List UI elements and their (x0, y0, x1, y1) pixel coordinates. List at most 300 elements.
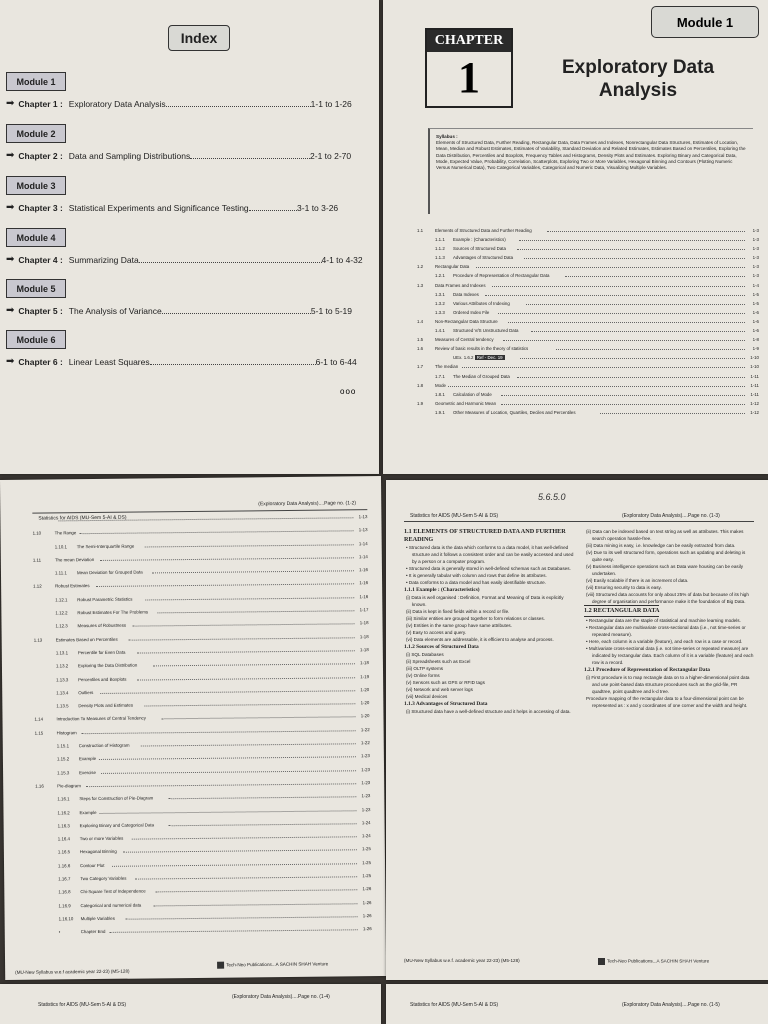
page-header-right: (Exploratory Data Analysis)....Page no. (1-5) (622, 1002, 720, 1008)
bullet-item: • Rectangular data are the staple of statistical and machine learning models. (586, 618, 741, 623)
list-item: (v) Easy to access and query. (406, 630, 467, 635)
chapter-number-label: Chapter 2 : (18, 150, 63, 161)
arrow-icon: ➡ (6, 150, 15, 161)
arrow-icon: ➡ (6, 305, 15, 316)
chapter-box (425, 28, 513, 108)
arrow-icon: ➡ (6, 254, 15, 265)
highlight-badge: Ref - Dec. 19 (476, 355, 503, 361)
dot-leader (476, 267, 745, 268)
toc-title: Other Measures of Location, Quartiles, Deciles and Percentiles (453, 409, 576, 415)
toc-page: 1-6 (752, 328, 759, 334)
toc-page: 1-14 (358, 554, 368, 560)
toc-number: 1.15.3 (57, 769, 70, 776)
toc-page: 1-24 (361, 833, 371, 839)
toc-row (417, 301, 759, 310)
toc-title: Chi-Square Test of Independence (80, 888, 146, 895)
toc-number: 1.13.1 (55, 650, 69, 656)
dot-leader (519, 240, 745, 241)
bullet-item: • Data conforms to a data model and has easily identifiable structure. (406, 580, 547, 585)
dot-leader (110, 929, 358, 933)
page-range: 4-1 to 4-32 (321, 254, 363, 265)
toc-number: 1.12.1 (55, 597, 68, 603)
toc-row (417, 319, 759, 328)
toc-number: 1.1.3 (435, 255, 445, 261)
toc-title: Contour Plot (80, 862, 105, 868)
toc-page: 1-18 (359, 647, 369, 653)
page-header-left: Statistics for AIDS (MU-Sem 5-AI & DS) (38, 1002, 127, 1008)
toc-number: 1.15 (34, 730, 44, 736)
publisher-text: Tech-Neo Publications...A SACHIN SHAH Venture (226, 961, 329, 968)
dot-leader (162, 717, 356, 720)
toc-page: 1-3 (752, 228, 759, 233)
dot-leader (101, 690, 356, 694)
toc-number: 1.16.2 (57, 809, 70, 815)
toc-title: Measures of Central tendency (435, 337, 494, 343)
dot-leader (58, 517, 353, 521)
chapter-entry (6, 150, 351, 161)
toc-title: UEx. 1.6.2 Ref - Dec. 19 (453, 355, 503, 361)
toc-number: 1.3 (417, 282, 424, 288)
toc-number: 1.11.1 (54, 570, 67, 576)
toc-row (417, 383, 759, 392)
toc-number: 1.12.2 (55, 610, 68, 616)
toc-title: Procedure of Representation of Rectangular Data (453, 273, 550, 279)
list-item: (vii) Medical devices (406, 694, 448, 699)
toc-row (417, 255, 759, 264)
toc-page: 1-22 (360, 740, 370, 746)
bullet-item: • Structured data is the data which conforms to a data model, it has well-defined structure and it follows a consistent order and can be easily accessed and used by a person or a computer program. (406, 545, 574, 564)
dot-leader (517, 377, 745, 378)
index-title: Index (168, 25, 230, 51)
toc-page: 1-25 (362, 846, 371, 852)
toc-number: • (58, 929, 61, 935)
dot-leader (152, 570, 354, 573)
toc-row (417, 410, 759, 419)
bullet-item: • Rectangular data are multivariate cross-sectional data (i.e., not time-series or repeated measure). (586, 625, 746, 637)
toc-title: Pie-diagram (57, 783, 81, 789)
dot-leader (132, 836, 357, 839)
toc-title: Exploring the Data Distribution (77, 662, 138, 669)
dot-leader (153, 664, 355, 667)
next-page-left (0, 984, 381, 1024)
toc-number: 1.16.4 (57, 836, 71, 842)
toc-title: The Semi-Interquartile Range (76, 543, 135, 549)
dot-leader (547, 231, 745, 232)
toc-number: 1.14 (34, 717, 44, 723)
list-item: (i) SQL Databases (406, 652, 444, 657)
toc-page: 1-3 (752, 246, 759, 252)
toc-title: Robust Estimates (55, 583, 90, 589)
toc-title: Rectangular Data (435, 264, 470, 270)
list-item: (iv) Online forms (406, 673, 440, 678)
toc-page: 1-14 (358, 540, 368, 546)
dot-leader (503, 340, 745, 341)
module-label: Module 4 (6, 228, 66, 247)
toc-page: 1-3 (752, 237, 759, 243)
list-item: (v) Sensors such as GPS or RFID tags (406, 680, 485, 685)
toc-row (417, 292, 759, 301)
page-range: 3-1 to 3-26 (297, 202, 339, 213)
toc-row (417, 228, 759, 237)
toc-title: Calculation of Mode (453, 391, 492, 397)
dot-leader (145, 544, 354, 547)
dot-leader (501, 395, 745, 396)
toc-number: 1.1.2 (435, 246, 445, 252)
dot-leader (96, 584, 354, 588)
arrow-icon: ➡ (6, 202, 15, 213)
toc-page: 1-22 (360, 726, 370, 732)
toc-page: 1-13 (358, 514, 368, 520)
toc-page: 1-3 (752, 273, 759, 279)
toc-page: 1-18 (359, 633, 369, 639)
toc-title: The median (435, 364, 459, 370)
header-rule (404, 521, 754, 522)
toc-number: 1.9.1 (435, 409, 445, 415)
toc-page: 1-12 (750, 409, 759, 415)
toc-page: 1-16 (359, 580, 369, 586)
list-item: (vi) Data elements are addressable, it is efficient to analyse and process. (406, 637, 554, 642)
arrow-icon: ➡ (6, 98, 15, 109)
chapter-name: Summarizing Data (68, 254, 139, 265)
toc-number: 1.15.2 (56, 756, 70, 762)
toc-title: Percentile for Even Data (77, 649, 126, 656)
toc-title: Example (79, 809, 97, 815)
dot-leader (485, 295, 745, 296)
toc-continued (32, 514, 371, 943)
list-item: (iv) Due to its well structured form, operations such as updating and deleting is quite easy. (586, 550, 746, 562)
chapter-entry (6, 305, 352, 316)
toc-number: 1.6 (417, 346, 424, 352)
dot-leader (144, 703, 355, 706)
toc-page: 1-20 (360, 687, 370, 693)
toc-title: Data Frames and Indexes (435, 282, 486, 288)
toc-page: 1-9 (752, 346, 759, 352)
module-badge: Module 1 (651, 6, 759, 38)
dot-leader (126, 916, 358, 919)
module-label: Module 6 (6, 330, 66, 349)
page-range: 2-1 to 2-70 (310, 150, 352, 161)
toc-number: 1.7 (417, 364, 424, 370)
page-header-left: Statistics for AIDS (MU-Sem 5-AI & DS) (410, 1002, 499, 1008)
toc-row (417, 264, 759, 273)
dot-leader (524, 258, 745, 259)
content-page (386, 480, 768, 980)
page-header-right: (Exploratory Data Analysis)....Page no. (1-4) (232, 994, 330, 1000)
module-label: Module 2 (6, 124, 66, 143)
dot-leader (517, 249, 745, 250)
toc-number: 1.7.1 (435, 373, 445, 379)
dot-leader (565, 276, 745, 277)
toc-page: 1-11 (750, 391, 759, 397)
bullet-item: • Multivariate cross-sectional data (i.e. not time-series or repeated measure) are indicated by rectangular data. Each column of it is a variable (feature) and each row is a record. (586, 646, 754, 665)
dot-leader (135, 876, 357, 879)
toc-row (417, 401, 759, 410)
toc-number: 1.8 (417, 382, 424, 388)
toc-page: 1-26 (362, 913, 372, 919)
list-item: (i) Data is well organised : Definition, Format and Meaning of Data is explicitly known. (406, 595, 564, 607)
toc-title: Measures of Robustness (77, 623, 127, 629)
list-item: (ii) Data can be indexed based on text string as well as attributes. This makes search operation hassle-free. (586, 529, 744, 541)
subsection-1-2-1-heading: 1.2.1 Procedure of Representation of Rectangular Data (584, 667, 710, 673)
toc-title: Mode (435, 382, 446, 388)
toc-title: Exercise (79, 769, 96, 775)
toc-number: 1.3.1 (435, 291, 445, 297)
dot-leader (99, 757, 356, 761)
dot-leader (520, 358, 745, 359)
chapter-entry (6, 254, 363, 265)
chapter-number-label: Chapter 5 : (18, 305, 63, 316)
toc-number: 1.3.3 (435, 309, 445, 315)
toc-number: 1.13.2 (55, 663, 69, 669)
toc-page: 1-23 (361, 806, 371, 812)
dot-leader (137, 650, 355, 653)
dot-leader (129, 637, 355, 640)
toc-number: 1.10 (32, 530, 42, 536)
toc-page: 1-8 (752, 337, 759, 343)
toc-title: Histogram (56, 729, 77, 736)
toc-page: 1-17 (359, 607, 369, 613)
toc-title: Advantages of Structured Data (453, 255, 514, 261)
next-page-right (386, 984, 768, 1024)
dot-leader (153, 903, 357, 906)
toc-page: 1-23 (361, 793, 371, 799)
dot-leader (123, 850, 357, 853)
toc-page: 1-3 (752, 255, 759, 261)
chapter-word: CHAPTER (427, 30, 511, 52)
toc-continued-page (0, 476, 386, 980)
dot-leader (169, 823, 357, 826)
subsection-1-1-3-heading: 1.1.3 Advantages of Structured Data (404, 701, 488, 707)
page-footer-left: (MU-New Syllabus w.e.f academic year 22-23) (M5-128) (15, 968, 130, 975)
toc-row (417, 337, 759, 346)
chapter-entry (6, 98, 352, 109)
section-1-2-heading: 1.2 RECTANGULAR DATA (584, 605, 659, 617)
syllabus-text: Elements of Structured Data, Further Reading, Rectangular Data, Data Frames and Indexes, Nonrectangular Data Structures, Estimates of Location, Mean, Median and Robust Estimates, Estimates of Variability, Standard Deviation and Related Estimates, Estimates Based on Percentiles, Exploring the Data Distribution, Percentiles and Boxplots, Frequency Tables and Histograms, Density Plots and Estimates. Exploring Binary and Categorical Data, Mode, Expected Value, Probability, Correlation, Scatterplots, Exploring Two or More Variables, Hexagonal Binning and Contours (Plotting Numeric Versus Numerical Data), Two Categorical Variables, Categorical and Numeric Data, Visualizing Multiple Variables. (436, 140, 746, 171)
dot-leader (166, 100, 311, 107)
toc-title: Steps for Construction of Pie-Diagram (79, 795, 154, 802)
page-range: 6-1 to 6-44 (315, 356, 357, 367)
toc-row (417, 328, 759, 337)
toc-number: 1.13.3 (56, 676, 69, 682)
toc-title: Categorical and numerical data (80, 902, 142, 908)
header-rule (32, 509, 367, 514)
dot-leader (100, 557, 354, 561)
toc-page: 1-19 (360, 673, 370, 679)
toc-number: 1.1.1 (435, 237, 445, 243)
publisher-logo-icon (598, 958, 605, 965)
toc-row (417, 346, 759, 355)
page-header-right: (Exploratory Data Analysis)....Page no. (1-3) (622, 513, 720, 519)
chapter-name: Exploratory Data Analysis (68, 98, 166, 109)
toc-title: The Median of Grouped Data (453, 373, 510, 379)
toc-row (417, 392, 759, 401)
dot-leader (462, 367, 745, 368)
dot-leader (139, 256, 322, 263)
page-footer-right (217, 961, 328, 969)
toc-number: 1.5 (417, 337, 424, 343)
toc-page: 1-24 (361, 819, 371, 826)
chapter-name: Statistical Experiments and Significance Testing (68, 202, 249, 213)
toc-row (417, 355, 759, 364)
toc-page: 1-10 (750, 364, 759, 370)
toc-row (417, 374, 759, 383)
toc-page: 1-25 (362, 859, 372, 865)
bullet-item: • Structured data is generally stored in well-defined schemas such as Databases. (406, 566, 571, 571)
subsection-1-1-2-heading: 1.1.2 Sources of Structured Data (404, 644, 479, 650)
chapter-name: The Analysis of Variance (68, 305, 162, 316)
toc-number: 1.16.1 (57, 796, 70, 802)
toc-number: 1.13.4 (56, 690, 69, 696)
dot-leader (81, 730, 355, 734)
list-item: (ii) Data is kept in fixed fields within a record or file. (406, 609, 510, 614)
toc-title: Structured V/S Unstructured Data (453, 328, 519, 334)
page-header-left: Statistics for AIDS (MU-Sem 5-AI & DS) (38, 514, 127, 522)
toc-title: Percentiles and Boxplots (78, 676, 127, 682)
publisher-text: Tech-Neo Publications...A SACHIN SHAH Venture (607, 958, 710, 964)
toc-page: 1-23 (361, 766, 371, 772)
toc-page: 1-10 (750, 355, 759, 361)
toc-page: 1-5 (752, 300, 759, 306)
toc-page: 1-23 (361, 780, 371, 786)
toc-number: 1.9 (417, 400, 424, 406)
right-column (584, 528, 756, 709)
toc-title: The mean Deviation (54, 556, 95, 563)
toc-number: 1.16 (35, 783, 44, 789)
section-1-1-heading: 1.1 ELEMENTS OF STRUCTURED DATA AND FURTHER READING (404, 528, 566, 543)
toc-title: Mean Deviation for Grouped Data (76, 569, 143, 576)
dot-leader (508, 322, 745, 323)
toc-page: 1-11 (750, 382, 759, 388)
subsection-1-1-1-heading: 1.1.1 Example : (Characteristics) (404, 587, 480, 593)
toc-title: Elements of Structured Data and Further Reading (435, 228, 532, 233)
end-mark: ooo (340, 387, 357, 396)
page-range: 5-1 to 5-19 (310, 305, 353, 316)
list-item: (v) Business intelligence operations such as Data ware housing can be easily undertaken. (586, 564, 744, 576)
toc-page: 1-13 (358, 527, 368, 533)
toc-page: 1-3 (752, 264, 759, 270)
toc-number: 1.1 (417, 228, 424, 233)
toc-title: Data Indexes (453, 291, 479, 297)
toc-title: Construction of Histogram (78, 742, 130, 749)
list-item: (viii) Structured data accounts for only about 25% of data but because of its high degree of organisation and performance make it the foundation of Big Data. (586, 592, 749, 604)
page-footer-left: (MU-New Syllabus w.e.f. academic year 22-23) (M5-128) (404, 958, 520, 963)
dot-leader (112, 863, 357, 867)
chapter-toc (417, 228, 759, 419)
list-item: (iii) Similar entities are grouped together to form relations or classes. (406, 616, 545, 621)
toc-title: Example (78, 756, 97, 762)
chapter-number-label: Chapter 4 : (18, 254, 63, 265)
toc-title: Two or more Variables (79, 835, 124, 842)
list-item: (iv) Entities in the same group have same attributes. (406, 623, 512, 628)
chapter-number-label: Chapter 1 : (18, 98, 63, 109)
left-column (404, 528, 579, 715)
toc-page: 1-12 (750, 400, 759, 406)
toc-title: The Range (54, 530, 77, 536)
syllabus-label: Syllabus : (436, 134, 458, 139)
toc-title: Outliers (78, 689, 94, 696)
toc-title: Two Category Variables (80, 875, 127, 882)
toc-row (417, 310, 759, 319)
index-page (0, 0, 379, 474)
list-item: Procedure mapping of the rectangular data to a four-dimensional point can be represented as : x and y coordinates of one corner and the width and height. (586, 696, 748, 708)
list-item: (iii) OLTP systems (406, 666, 444, 671)
list-item: (iii) Data mining is easy, i.e. knowledge can be easily extracted from data. (586, 543, 736, 548)
toc-number: 1.3.2 (435, 300, 445, 306)
toc-title: Estimates Based on Percentiles (55, 636, 118, 643)
dot-leader (146, 597, 355, 600)
dot-leader (157, 610, 354, 613)
toc-number: 1.13.5 (56, 703, 69, 709)
dot-leader (132, 624, 354, 627)
toc-page: 1-26 (362, 926, 372, 932)
toc-page: 1-26 (362, 899, 372, 905)
toc-row (417, 283, 759, 292)
toc-title: Chapter End (80, 929, 106, 935)
list-item: (i) Structured data have a well-defined structure and it helps in accessing of data. (406, 709, 571, 714)
toc-number: 1.15.1 (56, 743, 70, 749)
dot-leader (162, 307, 311, 314)
page-footer-right (598, 958, 709, 965)
chapter-entry (6, 202, 338, 213)
arrow-icon: ➡ (6, 356, 15, 367)
toc-number: 1.12.3 (55, 623, 68, 629)
toc-title: Sources of Structured Data (453, 246, 506, 252)
toc-number: 1.2.1 (435, 273, 445, 279)
module-label: Module 1 (6, 72, 66, 91)
dot-leader (101, 770, 356, 774)
dot-leader (498, 313, 745, 314)
toc-title: Density Plots and Estimates (78, 702, 134, 709)
list-item: (vi) Easily scalable if there is an increment of data. (586, 578, 689, 583)
list-item: (ii) Spreadsheets such as Excel (406, 659, 471, 664)
toc-page: 1-6 (752, 309, 759, 315)
toc-title: Robust Estimates For The Problems (77, 609, 149, 616)
toc-number: 1.16.10 (58, 916, 74, 922)
dot-leader (501, 404, 745, 405)
toc-title: Example : (Characteristics) (453, 237, 506, 243)
toc-title: Robust Parametric Statistics (77, 596, 133, 602)
toc-number: 1.13 (33, 637, 43, 643)
dot-leader (249, 204, 297, 211)
dot-leader (448, 386, 745, 387)
dot-leader (190, 152, 310, 159)
dot-leader (156, 890, 358, 893)
chapter-name: Linear Least Squares (68, 356, 150, 367)
page-header-left: Statistics for AIDS (MU-Sem 5-AI & DS) (410, 513, 499, 519)
list-item: (vi) Network and web server logs (406, 687, 473, 692)
list-item: (vii) Ensuring security to data is easy. (586, 585, 662, 590)
page-header-right: (Exploratory Data Analysis)....Page no. (1-2) (258, 500, 357, 508)
chapter-title: Exploratory Data Analysis (561, 57, 715, 101)
toc-page: 1-18 (359, 620, 369, 626)
dot-leader (531, 331, 745, 332)
toc-title: Review of basic results in the theory of statistics (435, 346, 529, 352)
handwritten-note: 5.6.5.0 (538, 492, 566, 502)
toc-page: 1-16 (359, 593, 369, 600)
toc-page: 1-20 (360, 713, 370, 719)
bullet-item: • Here, each column is a variable (feature), and each row is a case or record. (586, 639, 743, 644)
dot-leader (87, 783, 357, 787)
toc-page: 1-18 (360, 660, 369, 666)
toc-row (37, 926, 372, 943)
toc-row (417, 237, 759, 246)
toc-title: Ordered Index File (453, 309, 490, 315)
dot-leader (140, 743, 355, 746)
toc-number: 1.16.6 (58, 863, 71, 869)
toc-number: 1.16.9 (58, 902, 71, 909)
chapter-entry (6, 356, 357, 367)
toc-row (417, 246, 759, 255)
